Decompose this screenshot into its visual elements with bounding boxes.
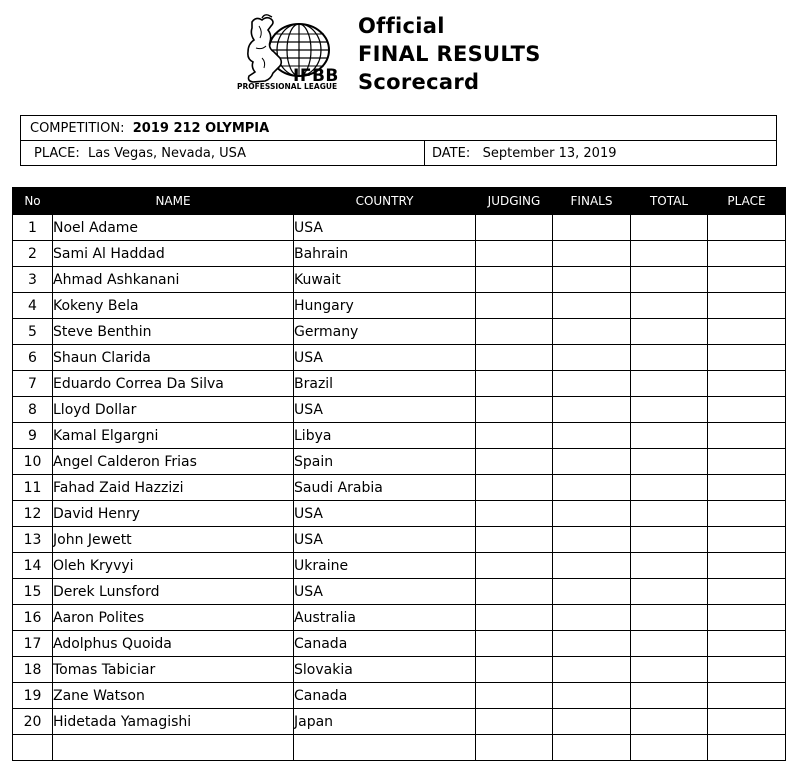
cell-country: Libya <box>294 423 476 449</box>
cell-finals <box>553 579 631 605</box>
cell-no: 6 <box>13 345 53 371</box>
cell-total <box>631 319 708 345</box>
cell-name: David Henry <box>53 501 294 527</box>
cell-no: 17 <box>13 631 53 657</box>
column-header-name: NAME <box>53 188 294 215</box>
cell-no: 18 <box>13 657 53 683</box>
column-header-country: COUNTRY <box>294 188 476 215</box>
cell-name: Oleh Kryvyi <box>53 553 294 579</box>
cell-place <box>708 631 786 657</box>
table-row <box>13 579 786 605</box>
cell-total <box>631 267 708 293</box>
cell-name: Angel Calderon Frias <box>53 449 294 475</box>
table-row <box>13 605 786 631</box>
cell-no: 2 <box>13 241 53 267</box>
cell-total <box>631 449 708 475</box>
title-line-final-results: FINAL RESULTS <box>358 42 541 66</box>
cell-place <box>708 709 786 735</box>
table-row <box>13 267 786 293</box>
cell-country: USA <box>294 345 476 371</box>
cell-no: 11 <box>13 475 53 501</box>
table-row <box>13 735 786 761</box>
cell-finals <box>553 501 631 527</box>
cell-finals <box>553 735 631 761</box>
column-header-place: PLACE <box>708 188 786 215</box>
table-row <box>13 241 786 267</box>
cell-place <box>708 267 786 293</box>
cell-name: Kamal Elgargni <box>53 423 294 449</box>
cell-name: Eduardo Correa Da Silva <box>53 371 294 397</box>
cell-total <box>631 683 708 709</box>
cell-no <box>13 735 53 761</box>
cell-finals <box>553 241 631 267</box>
cell-no: 1 <box>13 215 53 241</box>
cell-name: Ahmad Ashkanani <box>53 267 294 293</box>
cell-name: Adolphus Quoida <box>53 631 294 657</box>
cell-finals <box>553 475 631 501</box>
cell-country: Saudi Arabia <box>294 475 476 501</box>
cell-finals <box>553 345 631 371</box>
cell-country: Hungary <box>294 293 476 319</box>
cell-total <box>631 215 708 241</box>
table-row <box>13 631 786 657</box>
cell-finals <box>553 709 631 735</box>
cell-place <box>708 579 786 605</box>
competition-info-box <box>20 115 777 166</box>
cell-name: Sami Al Haddad <box>53 241 294 267</box>
cell-country: USA <box>294 527 476 553</box>
cell-name: Hidetada Yamagishi <box>53 709 294 735</box>
cell-judging <box>476 475 553 501</box>
cell-finals <box>553 657 631 683</box>
cell-no: 4 <box>13 293 53 319</box>
cell-judging <box>476 449 553 475</box>
cell-no: 16 <box>13 605 53 631</box>
table-row <box>13 293 786 319</box>
cell-name: Zane Watson <box>53 683 294 709</box>
cell-finals <box>553 371 631 397</box>
cell-country: Canada <box>294 631 476 657</box>
table-row <box>13 449 786 475</box>
cell-finals <box>553 319 631 345</box>
cell-country: Germany <box>294 319 476 345</box>
competition-row <box>21 116 776 141</box>
table-row <box>13 683 786 709</box>
table-row <box>13 397 786 423</box>
cell-no: 3 <box>13 267 53 293</box>
cell-no: 20 <box>13 709 53 735</box>
cell-total <box>631 423 708 449</box>
cell-no: 12 <box>13 501 53 527</box>
cell-judging <box>476 605 553 631</box>
cell-place <box>708 215 786 241</box>
cell-country: USA <box>294 501 476 527</box>
cell-name: Shaun Clarida <box>53 345 294 371</box>
table-row <box>13 319 786 345</box>
place-date-row <box>21 141 776 166</box>
cell-finals <box>553 215 631 241</box>
cell-total <box>631 735 708 761</box>
cell-judging <box>476 215 553 241</box>
cell-country: USA <box>294 215 476 241</box>
cell-country: Ukraine <box>294 553 476 579</box>
cell-total <box>631 501 708 527</box>
info-divider <box>424 141 425 166</box>
table-row <box>13 215 786 241</box>
cell-judging <box>476 501 553 527</box>
cell-judging <box>476 709 553 735</box>
cell-no: 13 <box>13 527 53 553</box>
cell-finals <box>553 397 631 423</box>
table-row <box>13 527 786 553</box>
column-header-finals: FINALS <box>553 188 631 215</box>
table-row <box>13 501 786 527</box>
table-row <box>13 371 786 397</box>
cell-name: Aaron Polites <box>53 605 294 631</box>
cell-name: Kokeny Bela <box>53 293 294 319</box>
cell-judging <box>476 345 553 371</box>
cell-judging <box>476 735 553 761</box>
table-row <box>13 345 786 371</box>
cell-country: Kuwait <box>294 267 476 293</box>
cell-name <box>53 735 294 761</box>
cell-total <box>631 631 708 657</box>
cell-place <box>708 683 786 709</box>
cell-country: Australia <box>294 605 476 631</box>
cell-country: Japan <box>294 709 476 735</box>
table-row <box>13 475 786 501</box>
cell-judging <box>476 397 553 423</box>
column-header-total: TOTAL <box>631 188 708 215</box>
title-line-scorecard: Scorecard <box>358 70 480 94</box>
results-table <box>12 187 786 761</box>
cell-no: 19 <box>13 683 53 709</box>
cell-country: USA <box>294 579 476 605</box>
cell-total <box>631 527 708 553</box>
cell-finals <box>553 683 631 709</box>
cell-judging <box>476 683 553 709</box>
cell-finals <box>553 267 631 293</box>
table-header-row <box>13 188 786 215</box>
cell-total <box>631 657 708 683</box>
cell-place <box>708 605 786 631</box>
cell-no: 8 <box>13 397 53 423</box>
cell-name: Tomas Tabiciar <box>53 657 294 683</box>
cell-judging <box>476 657 553 683</box>
cell-country: Bahrain <box>294 241 476 267</box>
cell-total <box>631 241 708 267</box>
cell-judging <box>476 579 553 605</box>
cell-judging <box>476 527 553 553</box>
date-field <box>432 146 617 161</box>
cell-country <box>294 735 476 761</box>
cell-no: 10 <box>13 449 53 475</box>
competition-label: COMPETITION: <box>30 121 125 136</box>
cell-place <box>708 527 786 553</box>
cell-finals <box>553 423 631 449</box>
cell-place <box>708 345 786 371</box>
cell-name: Derek Lunsford <box>53 579 294 605</box>
table-row <box>13 657 786 683</box>
date-value: September 13, 2019 <box>482 146 617 161</box>
page-title <box>358 12 541 96</box>
cell-total <box>631 605 708 631</box>
table-row <box>13 553 786 579</box>
cell-judging <box>476 631 553 657</box>
cell-total <box>631 553 708 579</box>
cell-name: Noel Adame <box>53 215 294 241</box>
cell-name: Fahad Zaid Hazzizi <box>53 475 294 501</box>
cell-judging <box>476 241 553 267</box>
cell-no: 15 <box>13 579 53 605</box>
cell-judging <box>476 267 553 293</box>
cell-place <box>708 293 786 319</box>
cell-no: 5 <box>13 319 53 345</box>
cell-place <box>708 319 786 345</box>
table-row <box>13 709 786 735</box>
column-header-no: No <box>13 188 53 215</box>
cell-judging <box>476 319 553 345</box>
competition-value: 2019 212 OLYMPIA <box>132 121 270 136</box>
cell-total <box>631 293 708 319</box>
cell-place <box>708 657 786 683</box>
cell-place <box>708 241 786 267</box>
cell-judging <box>476 423 553 449</box>
column-header-judging: JUDGING <box>476 188 553 215</box>
cell-country: Brazil <box>294 371 476 397</box>
place-label: PLACE: <box>34 146 80 161</box>
cell-name: Steve Benthin <box>53 319 294 345</box>
cell-place <box>708 475 786 501</box>
cell-country: Slovakia <box>294 657 476 683</box>
cell-finals <box>553 293 631 319</box>
cell-place <box>708 423 786 449</box>
cell-finals <box>553 605 631 631</box>
cell-finals <box>553 527 631 553</box>
cell-total <box>631 475 708 501</box>
cell-country: USA <box>294 397 476 423</box>
cell-place <box>708 553 786 579</box>
cell-total <box>631 371 708 397</box>
place-value: Las Vegas, Nevada, USA <box>87 146 247 161</box>
cell-place <box>708 501 786 527</box>
cell-no: 14 <box>13 553 53 579</box>
date-label: DATE: <box>432 146 471 161</box>
cell-place <box>708 397 786 423</box>
cell-finals <box>553 631 631 657</box>
cell-country: Canada <box>294 683 476 709</box>
cell-place <box>708 449 786 475</box>
logo-org: IFBB <box>293 66 339 86</box>
place-field <box>34 146 246 161</box>
cell-finals <box>553 449 631 475</box>
cell-no: 7 <box>13 371 53 397</box>
logo-sub: PROFESSIONAL LEAGUE <box>237 82 338 91</box>
title-line-official: Official <box>358 14 445 38</box>
cell-total <box>631 579 708 605</box>
cell-total <box>631 397 708 423</box>
cell-country: Spain <box>294 449 476 475</box>
competition-field <box>30 121 269 136</box>
cell-name: John Jewett <box>53 527 294 553</box>
cell-judging <box>476 371 553 397</box>
cell-judging <box>476 293 553 319</box>
cell-judging <box>476 553 553 579</box>
cell-total <box>631 709 708 735</box>
table-row <box>13 423 786 449</box>
cell-place <box>708 735 786 761</box>
cell-place <box>708 371 786 397</box>
cell-name: Lloyd Dollar <box>53 397 294 423</box>
cell-finals <box>553 553 631 579</box>
cell-no: 9 <box>13 423 53 449</box>
cell-total <box>631 345 708 371</box>
